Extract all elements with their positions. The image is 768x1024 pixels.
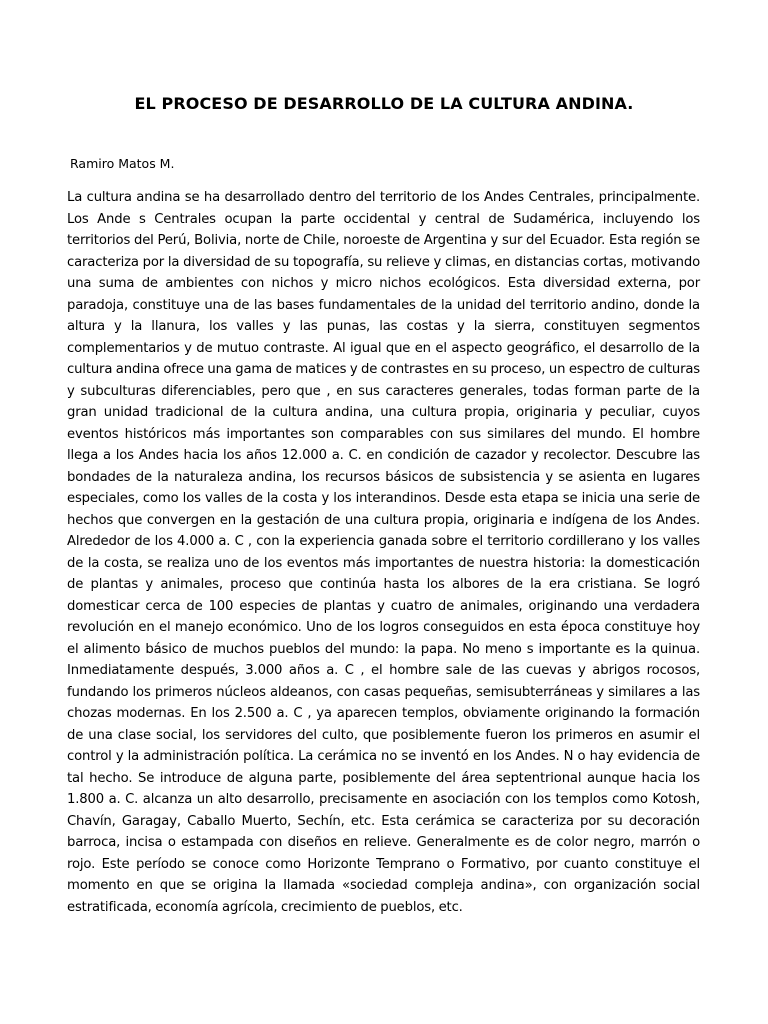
document-title: EL PROCESO DE DESARROLLO DE LA CULTURA ANDINA.	[134, 94, 634, 113]
author-name: Ramiro Matos M.	[70, 156, 175, 171]
body-paragraph: La cultura andina se ha desarrollado dentro del territorio de los Andes Centrales, principalmente. Los Ande s Centrales ocupan la parte occidental y central de Sudamérica, incluyendo los territorios del Perú, Bolivia, norte de Chile, noroeste de Argentina y sur del Ecuador. Esta región se caracteriza por la diversidad de su topografía, su relieve y climas, en distancias cortas, motivando una suma de ambientes con nichos y micro nichos ecológicos. Esta diversidad externa, por paradoja, constituye una de las bases fundamentales de la unidad del territorio andino, donde la altura y la llanura, los valles y las punas, las costas y la sierra, constituyen segmentos complementarios y de mutuo contraste. Al igual que en el aspecto geográfico, el desarrollo de la cultura andina ofrece una gama de matices y de contrastes en su proceso, un espectro de culturas y subculturas diferenciables, pero que , en sus caracteres generales, todas forman parte de la gran unidad tradicional de la cultura andina, una cultura propia, originaria y peculiar, cuyos eventos históricos más importantes son comparables con sus similares del mundo. El hombre llega a los Andes hacia los años 12.000 a. C. en condición de cazador y recolector. Descubre las bondades de la naturaleza andina, los recursos básicos de subsistencia y se asienta en lugares especiales, como los valles de la costa y los interandinos. Desde esta etapa se inicia una serie de hechos que convergen en la gestación de una cultura propia, originaria e indígena de los Andes. Alrededor de los 4.000 a. C , con la experiencia ganada sobre el territorio cordillerano y los valles de la costa, se realiza uno de los eventos más importantes de nuestra historia: la domesticación de plantas y animales, proceso que continúa hasta los albores de la era cristiana. Se logró domesticar cerca de 100 especies de plantas y cuatro de animales, originando una verdadera revolución en el manejo económico. Uno de los logros conseguidos en esta época constituye hoy el alimento básico de muchos pueblos del mundo: la papa. No meno s importante es la quinua. Inmediatamente después, 3.000 años a. C , el hombre sale de las cuevas y abrigos rocosos, fundando los primeros núcleos aldeanos, con casas pequeñas, semisubterráneas y similares a las chozas modernas. En los 2.500 a. C , ya aparecen templos, obviamente originando la formación de una clase social, los servidores del culto, que posiblemente fueron los primeros en asumir el control y la administración política. La cerámica no se inventó en los Andes. N o hay evidencia de tal hecho. Se introduce de alguna parte, posiblemente del área septentrional aunque hacia los 1.800 a. C. alcanza un alto desarrollo, precisamente en asociación con los templos como Kotosh, Chavín, Garagay, Caballo Muerto, Sechín, etc. Esta cerámica se caracteriza por su decoración barroca, incisa o estampada con diseños en relieve. Generalmente es de color negro, marrón o rojo. Este período se conoce como Horizonte Temprano o Formativo, por cuanto constituye el momento en que se origina la llamada «sociedad compleja andina», con organización social estratificada, economía agrícola, crecimiento de pueblos, etc.	[67, 190, 700, 915]
